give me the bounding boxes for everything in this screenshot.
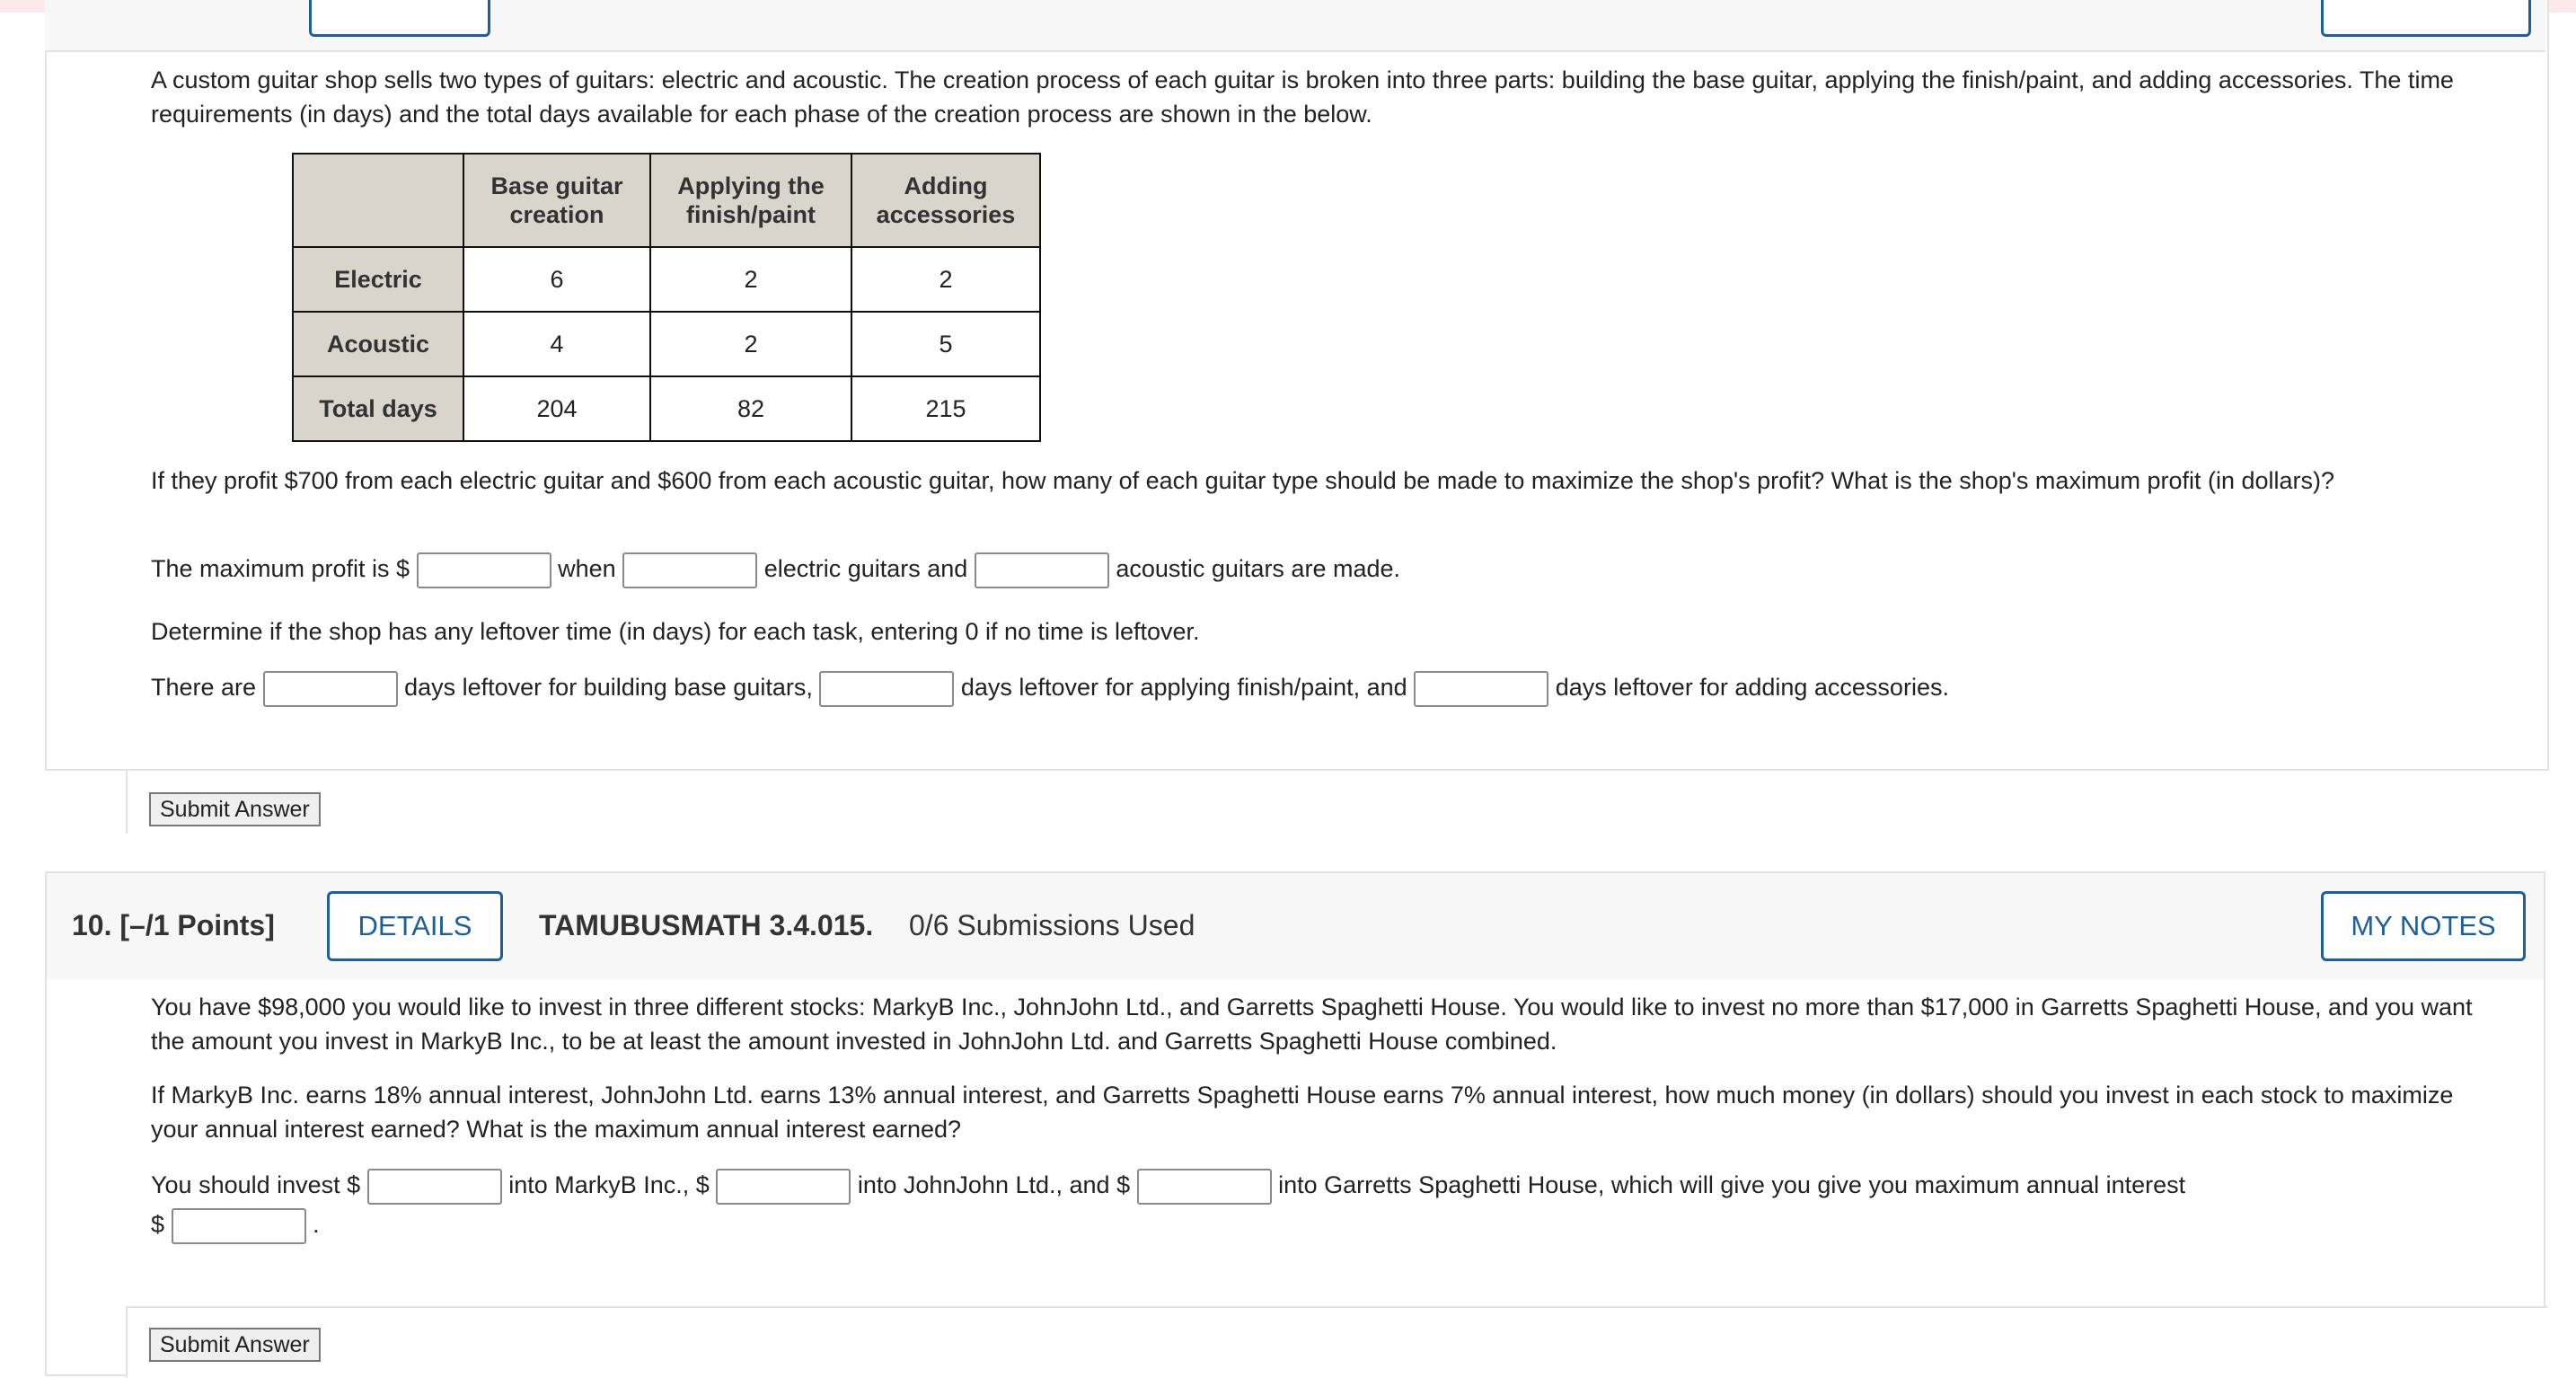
invest-label-1: You should invest $ (151, 1171, 361, 1198)
invest-answer-line (151, 1168, 2185, 1205)
max-profit-input[interactable] (417, 552, 551, 588)
table-cell: 5 (851, 312, 1040, 376)
table-row (293, 247, 1040, 312)
table-header-row (293, 154, 1040, 247)
table-cell: 6 (463, 247, 650, 312)
profit-answer-line (151, 552, 1400, 588)
table-cell: 2 (851, 247, 1040, 312)
question-10-submit-area (126, 1306, 2547, 1378)
leftover-finish-input[interactable] (819, 671, 954, 707)
question-10-number (72, 909, 275, 942)
question-10-paragraph-1: You have $98,000 you would like to invest in three different stocks: MarkyB Inc., JohnJohn Ltd., and Garretts Spaghetti House. You would like to invest no more than $17,000 in Garretts Spaghetti House, and you want the amount you invest in MarkyB Inc., to be at least the amount invested in JohnJohn Ltd. and Garretts Spaghetti House combined. (151, 994, 2473, 1055)
period: . (313, 1211, 320, 1238)
table-cell: 204 (463, 376, 650, 441)
question-9-submit-button[interactable]: Submit Answer (149, 792, 321, 826)
table-cell: 2 (650, 247, 851, 312)
table-cell: 4 (463, 312, 650, 376)
leftover-label-2: days leftover for building base guitars, (404, 674, 813, 701)
question-points: [–/1 Points] (119, 909, 275, 941)
profit-label: The maximum profit is $ (151, 555, 410, 582)
course-code: TAMUBUSMATH 3.4.015. (539, 909, 874, 941)
table-cell: 82 (650, 376, 851, 441)
leftover-label-3: days leftover for applying finish/paint, and (960, 674, 1407, 701)
leftover-label-4: days leftover for adding accessories. (1555, 674, 1949, 701)
question-10-my-notes-button[interactable]: MY NOTES (2321, 891, 2526, 961)
max-interest-line (151, 1207, 320, 1244)
table-row-header: Electric (293, 247, 463, 312)
question-10-submit-button[interactable]: Submit Answer (149, 1328, 321, 1362)
leftover-answer-line (151, 670, 1949, 707)
submissions-used: 0/6 Submissions Used (909, 909, 1195, 941)
question-9-my-notes-button[interactable] (2321, 0, 2531, 37)
markyb-investment-input[interactable] (367, 1169, 502, 1205)
acoustic-count-input[interactable] (975, 552, 1109, 588)
max-interest-input[interactable] (172, 1208, 306, 1244)
dollar-sign: $ (151, 1211, 165, 1238)
when-label: when (558, 555, 616, 582)
table-col-header: Base guitar creation (463, 154, 650, 247)
garretts-investment-input[interactable] (1137, 1169, 1272, 1205)
table-corner-cell (293, 154, 463, 247)
leftover-instruction: Determine if the shop has any leftover time (in days) for each task, entering 0 if no time is leftover. (151, 618, 1200, 645)
question-10-details-button[interactable]: DETAILS (327, 891, 503, 961)
acoustic-label: acoustic guitars are made. (1116, 555, 1401, 582)
table-cell: 215 (851, 376, 1040, 441)
question-9-details-button[interactable] (309, 0, 490, 37)
table-col-header: Adding accessories (851, 154, 1040, 247)
leftover-base-input[interactable] (263, 671, 398, 707)
electric-label: electric guitars and (763, 555, 968, 582)
invest-label-4: into Garretts Spaghetti House, which will give you give you maximum annual interest (1278, 1171, 2186, 1198)
table-row-header: Acoustic (293, 312, 463, 376)
leftover-accessories-input[interactable] (1414, 671, 1548, 707)
leftover-label-1: There are (151, 674, 257, 701)
table-row (293, 312, 1040, 376)
invest-label-3: into JohnJohn Ltd., and $ (857, 1171, 1131, 1198)
question-9-submit-area (126, 769, 2547, 834)
question-10-paragraph-2: If MarkyB Inc. earns 18% annual interest, JohnJohn Ltd. earns 13% annual interest, and Garretts Spaghetti House earns 7% annual interest, how much money (in dollars) should you invest in each stock to maximize your annual interest earned? What is the maximum annual interest earned? (151, 1082, 2454, 1143)
guitar-time-table (292, 153, 1041, 442)
table-cell: 2 (650, 312, 851, 376)
johnjohn-investment-input[interactable] (716, 1169, 851, 1205)
question-9-intro: A custom guitar shop sells two types of guitars: electric and acoustic. The creation process of each guitar is broken into three parts: building the base guitar, applying the finish/paint, and adding accessories. The time requirements (in days) and the total days available for each phase of the creation process are shown in the below. (151, 66, 2454, 128)
question-9-prompt: If they profit $700 from each electric guitar and $600 from each acoustic guitar, how many of each guitar type should be made to maximize the shop's profit? What is the shop's maximum profit (in dollars)? (151, 467, 2335, 494)
electric-count-input[interactable] (622, 552, 757, 588)
table-row (293, 376, 1040, 441)
question-number: 10. (72, 909, 112, 941)
invest-label-2: into MarkyB Inc., $ (508, 1171, 710, 1198)
table-row-header: Total days (293, 376, 463, 441)
table-col-header: Applying the finish/paint (650, 154, 851, 247)
